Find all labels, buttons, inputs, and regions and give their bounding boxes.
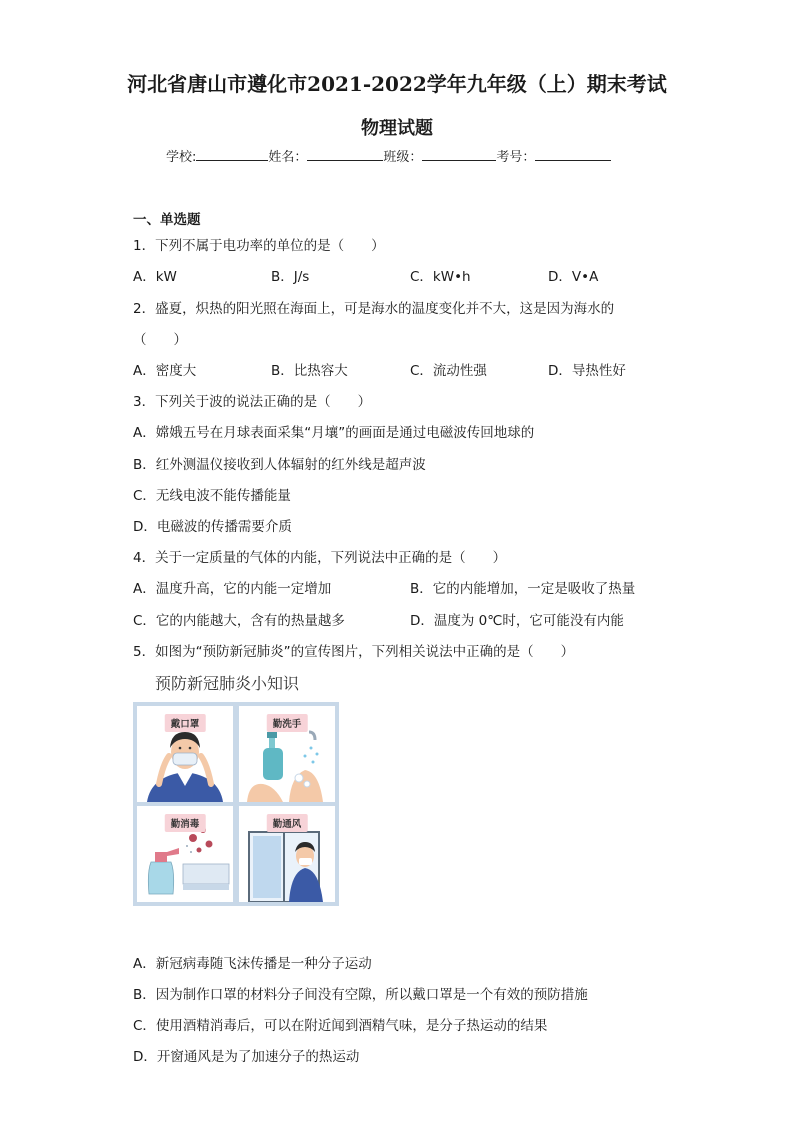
question-2-option-a: A．密度大	[133, 363, 197, 379]
question-3-option-d: D．电磁波的传播需要介质	[133, 519, 292, 535]
panel-wear-mask	[137, 706, 233, 802]
question-2-option-b: B．比热容大	[271, 363, 348, 379]
name-label: 姓名：	[268, 150, 308, 165]
exam-title: 河北省唐山市遵化市2021-2022学年九年级（上）期末考试	[127, 72, 667, 96]
question-5-option-c: C．使用酒精消毒后，可以在附近闻到酒精气味，是分子热运动的结果	[133, 1018, 548, 1034]
panel-wash-hands	[239, 706, 335, 802]
number-field[interactable]	[535, 146, 611, 161]
poster-title: 预防新冠肺炎小知识	[155, 674, 300, 693]
question-2-option-d: D．导热性好	[548, 363, 626, 379]
school-label: 学校:	[166, 150, 197, 165]
question-1-option-a: A．kW	[133, 269, 177, 285]
question-3-option-a: A．嫦娥五号在月球表面采集“月壤”的画面是通过电磁波传回地球的	[133, 425, 535, 441]
panel-ventilate	[239, 806, 335, 902]
question-3-option-c: C．无线电波不能传播能量	[133, 488, 291, 504]
school-field[interactable]	[196, 146, 268, 161]
question-5-option-d: D．开窗通风是为了加速分子的热运动	[133, 1049, 360, 1065]
panel-label-ventilate: 勤通风	[267, 814, 308, 832]
prevention-poster	[133, 702, 339, 906]
question-1-option-d: D．V•A	[548, 269, 599, 285]
question-1-stem: 1．下列不属于电功率的单位的是（ ）	[133, 238, 385, 254]
panel-label-wash-hands: 勤洗手	[267, 714, 308, 732]
question-4-option-a: A．温度升高，它的内能一定增加	[133, 581, 332, 597]
student-info-row	[166, 146, 611, 165]
question-5-stem: 5．如图为“预防新冠肺炎”的宣传图片，下列相关说法中正确的是（ ）	[133, 644, 575, 660]
question-2-stem-cont: （ ）	[133, 332, 187, 348]
question-1-option-b: B．J/s	[271, 269, 310, 285]
panel-label-wear-mask: 戴口罩	[165, 714, 206, 732]
section-title: 一、单选题	[133, 212, 201, 228]
question-4-option-d: D．温度为 0℃时，它可能没有内能	[410, 613, 624, 629]
question-4-option-c: C．它的内能越大，含有的热量越多	[133, 613, 345, 629]
panel-label-disinfect: 勤消毒	[165, 814, 206, 832]
question-3-stem: 3．下列关于波的说法正确的是（ ）	[133, 394, 372, 410]
question-5-option-b: B．因为制作口罩的材料分子间没有空隙，所以戴口罩是一个有效的预防措施	[133, 987, 588, 1003]
question-1-option-c: C．kW•h	[410, 269, 471, 285]
question-5-option-a: A．新冠病毒随飞沫传播是一种分子运动	[133, 956, 372, 972]
class-field[interactable]	[422, 146, 496, 161]
question-2-stem: 2．盛夏，炽热的阳光照在海面上，可是海水的温度变化并不大，这是因为海水的	[133, 301, 615, 317]
question-4-stem: 4．关于一定质量的气体的内能，下列说法中正确的是（ ）	[133, 550, 507, 566]
number-label: 考号：	[496, 150, 536, 165]
question-4-option-b: B．它的内能增加，一定是吸收了热量	[410, 581, 636, 597]
question-3-option-b: B．红外测温仪接收到人体辐射的红外线是超声波	[133, 457, 426, 473]
panel-disinfect	[137, 806, 233, 902]
class-label: 班级：	[383, 150, 423, 165]
name-field[interactable]	[307, 146, 383, 161]
question-2-option-c: C．流动性强	[410, 363, 487, 379]
exam-subtitle: 物理试题	[361, 118, 433, 139]
